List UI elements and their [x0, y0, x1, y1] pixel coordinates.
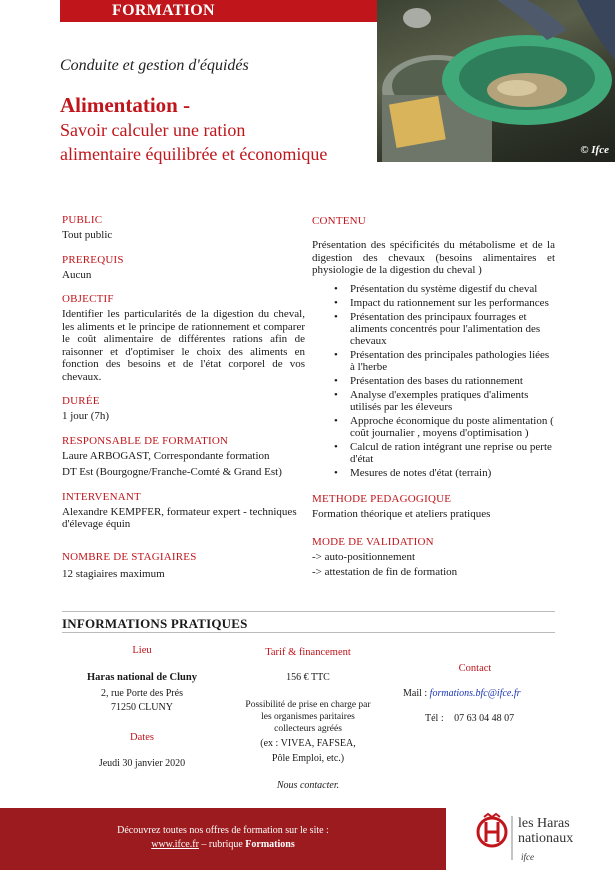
objectif-text: Identifier les particularités de la digestion du cheval, les aliments et le principe de rationnement et comparer le coût alimentaire de différentes rations afin de raisonner et d'optimiser le choix des aliments en fonction des besoins et de l'état corporel de vos chevaux.	[62, 308, 305, 383]
objectif-section	[62, 293, 305, 383]
stagiaires-section	[62, 551, 305, 581]
tel-value: 07 63 04 48 07	[454, 713, 515, 724]
mail-link[interactable]: formations.bfc@ifce.fr	[429, 688, 521, 699]
responsable-section	[62, 435, 305, 479]
prereq-section	[62, 254, 305, 282]
list-item: • Présentation des bases du rationnement	[334, 375, 555, 387]
lieu-address-2: 71250 CLUNY	[111, 702, 173, 713]
training-title	[60, 93, 378, 166]
responsable-region: DT Est (Bourgogne/Franche-Comté & Grand Est)	[62, 466, 282, 478]
header-photo	[377, 0, 615, 162]
title-line-2: Savoir calculer une ration	[60, 120, 246, 140]
tarif-line-4: (ex : VIVEA, FAFSEA,	[260, 738, 356, 749]
intervenant-section	[62, 491, 305, 531]
photo-credit: © Ifce	[580, 144, 609, 156]
footer-formations-text: Formations	[245, 839, 295, 850]
dates-heading: Dates	[130, 732, 154, 743]
responsable-name: Laure ARBOGAST, Correspondante formation	[62, 449, 270, 462]
tarif-contact: Nous contacter.	[276, 780, 340, 791]
tarif-line-5: Pôle Emploi, etc.)	[271, 753, 345, 764]
validation-item-2: -> attestation de fin de formation	[312, 565, 458, 578]
formation-banner	[60, 0, 377, 22]
lieu-heading: Lieu	[132, 645, 152, 656]
practical-info-title: INFORMATIONS PRATIQUES	[62, 616, 248, 631]
tarif-price: 156 € TTC	[286, 672, 330, 683]
horse-feed-bucket-illustration	[377, 0, 615, 162]
footer-line-1: Découvrez toutes nos offres de formation sur le site :	[117, 825, 329, 836]
tarif-heading: Tarif & financement	[265, 647, 351, 658]
public-section	[62, 214, 305, 242]
stagiaires-text: 12 stagiaires maximum	[62, 567, 165, 580]
logo-line-2: nationaux	[518, 831, 574, 846]
tarif-line-2: les organismes paritaires	[261, 712, 355, 722]
objectif-heading: OBJECTIF	[62, 293, 114, 305]
footer-rubrique-text: – rubrique	[198, 839, 246, 850]
contact-mail-row	[395, 687, 555, 700]
contact-block	[395, 662, 555, 725]
title-main: Alimentation -	[60, 93, 191, 117]
banner-label: FORMATION	[112, 2, 215, 19]
tarif-line-3: collecteurs agréés	[274, 724, 342, 734]
list-item: • Mesures de notes d'état (terrain)	[334, 467, 555, 479]
tel-label: Tél :	[425, 713, 444, 724]
ifce-site-link[interactable]: www.ifce.fr	[151, 839, 199, 850]
training-category: Conduite et gestion d'équidés	[60, 57, 249, 74]
tarif-line-1: Possibilité de prise en charge par	[245, 700, 371, 710]
dates-text: Jeudi 30 janvier 2020	[98, 758, 186, 769]
duree-section	[62, 395, 305, 423]
contenu-heading: CONTENU	[312, 215, 366, 227]
public-text: Tout public	[62, 229, 113, 241]
logo-wordmark	[518, 816, 573, 846]
prereq-text: Aucun	[62, 268, 92, 281]
duree-text: 1 jour (7h)	[62, 410, 110, 422]
lieu-address-1: 2, rue Porte des Prés	[101, 688, 183, 699]
validation-heading: MODE DE VALIDATION	[312, 536, 434, 548]
validation-item-1: -> auto-positionnement	[312, 551, 416, 563]
contenu-intro: Présentation des spécificités du métabolisme et de la digestion des chevaux (besoins alimentaires et physiologie de la digestion du cheval )	[312, 239, 555, 276]
divider	[62, 611, 555, 612]
divider	[62, 632, 555, 633]
list-item: • Impact du rationnement sur les performances	[334, 297, 555, 309]
methode-heading: METHODE PEDAGOGIQUE	[312, 492, 452, 505]
ifce-brand: ifce	[521, 852, 534, 862]
methode-text: Formation théorique et ateliers pratiques	[312, 507, 491, 520]
list-item: • Présentation du système digestif du cheval	[334, 283, 555, 295]
right-column	[312, 215, 555, 578]
footer-line-2	[0, 838, 446, 852]
footer-banner	[0, 808, 446, 870]
prereq-heading: PREREQUIS	[62, 253, 124, 266]
intervenant-heading: INTERVENANT	[62, 490, 141, 503]
list-item: • Calcul de ration intégrant une reprise ou perte d'état	[334, 441, 555, 465]
public-heading: PUBLIC	[62, 214, 103, 226]
contenu-list	[334, 283, 555, 479]
responsable-heading: RESPONSABLE DE FORMATION	[62, 434, 229, 447]
lieu-block	[62, 644, 222, 770]
left-column	[62, 214, 305, 592]
contact-heading: Contact	[458, 663, 492, 674]
list-item: • Analyse d'exemples pratiques d'aliments utilisés par les éleveurs	[334, 389, 555, 413]
mail-label: Mail :	[403, 688, 428, 699]
title-line-3: alimentaire équilibrée et économique	[60, 144, 328, 164]
lieu-name: Haras national de Cluny	[87, 672, 197, 683]
contact-tel-row	[395, 712, 555, 725]
tarif-block	[228, 646, 388, 792]
logo-line-1: les Haras	[518, 816, 570, 831]
stagiaires-heading: NOMBRE DE STAGIAIRES	[62, 550, 197, 563]
list-item: • Approche économique du poste alimentation ( coût journalier , moyens d'optimisation )	[334, 415, 555, 439]
duree-heading: DURÉE	[62, 395, 100, 407]
list-item: • Présentation des principales pathologies liées à l'herbe	[334, 349, 555, 373]
list-item: • Présentation des principaux fourrages et aliments concentrés pour l'alimentation des chevaux	[334, 311, 555, 347]
intervenant-text: Alexandre KEMPFER, formateur expert - techniques d'élevage équin	[62, 505, 297, 530]
